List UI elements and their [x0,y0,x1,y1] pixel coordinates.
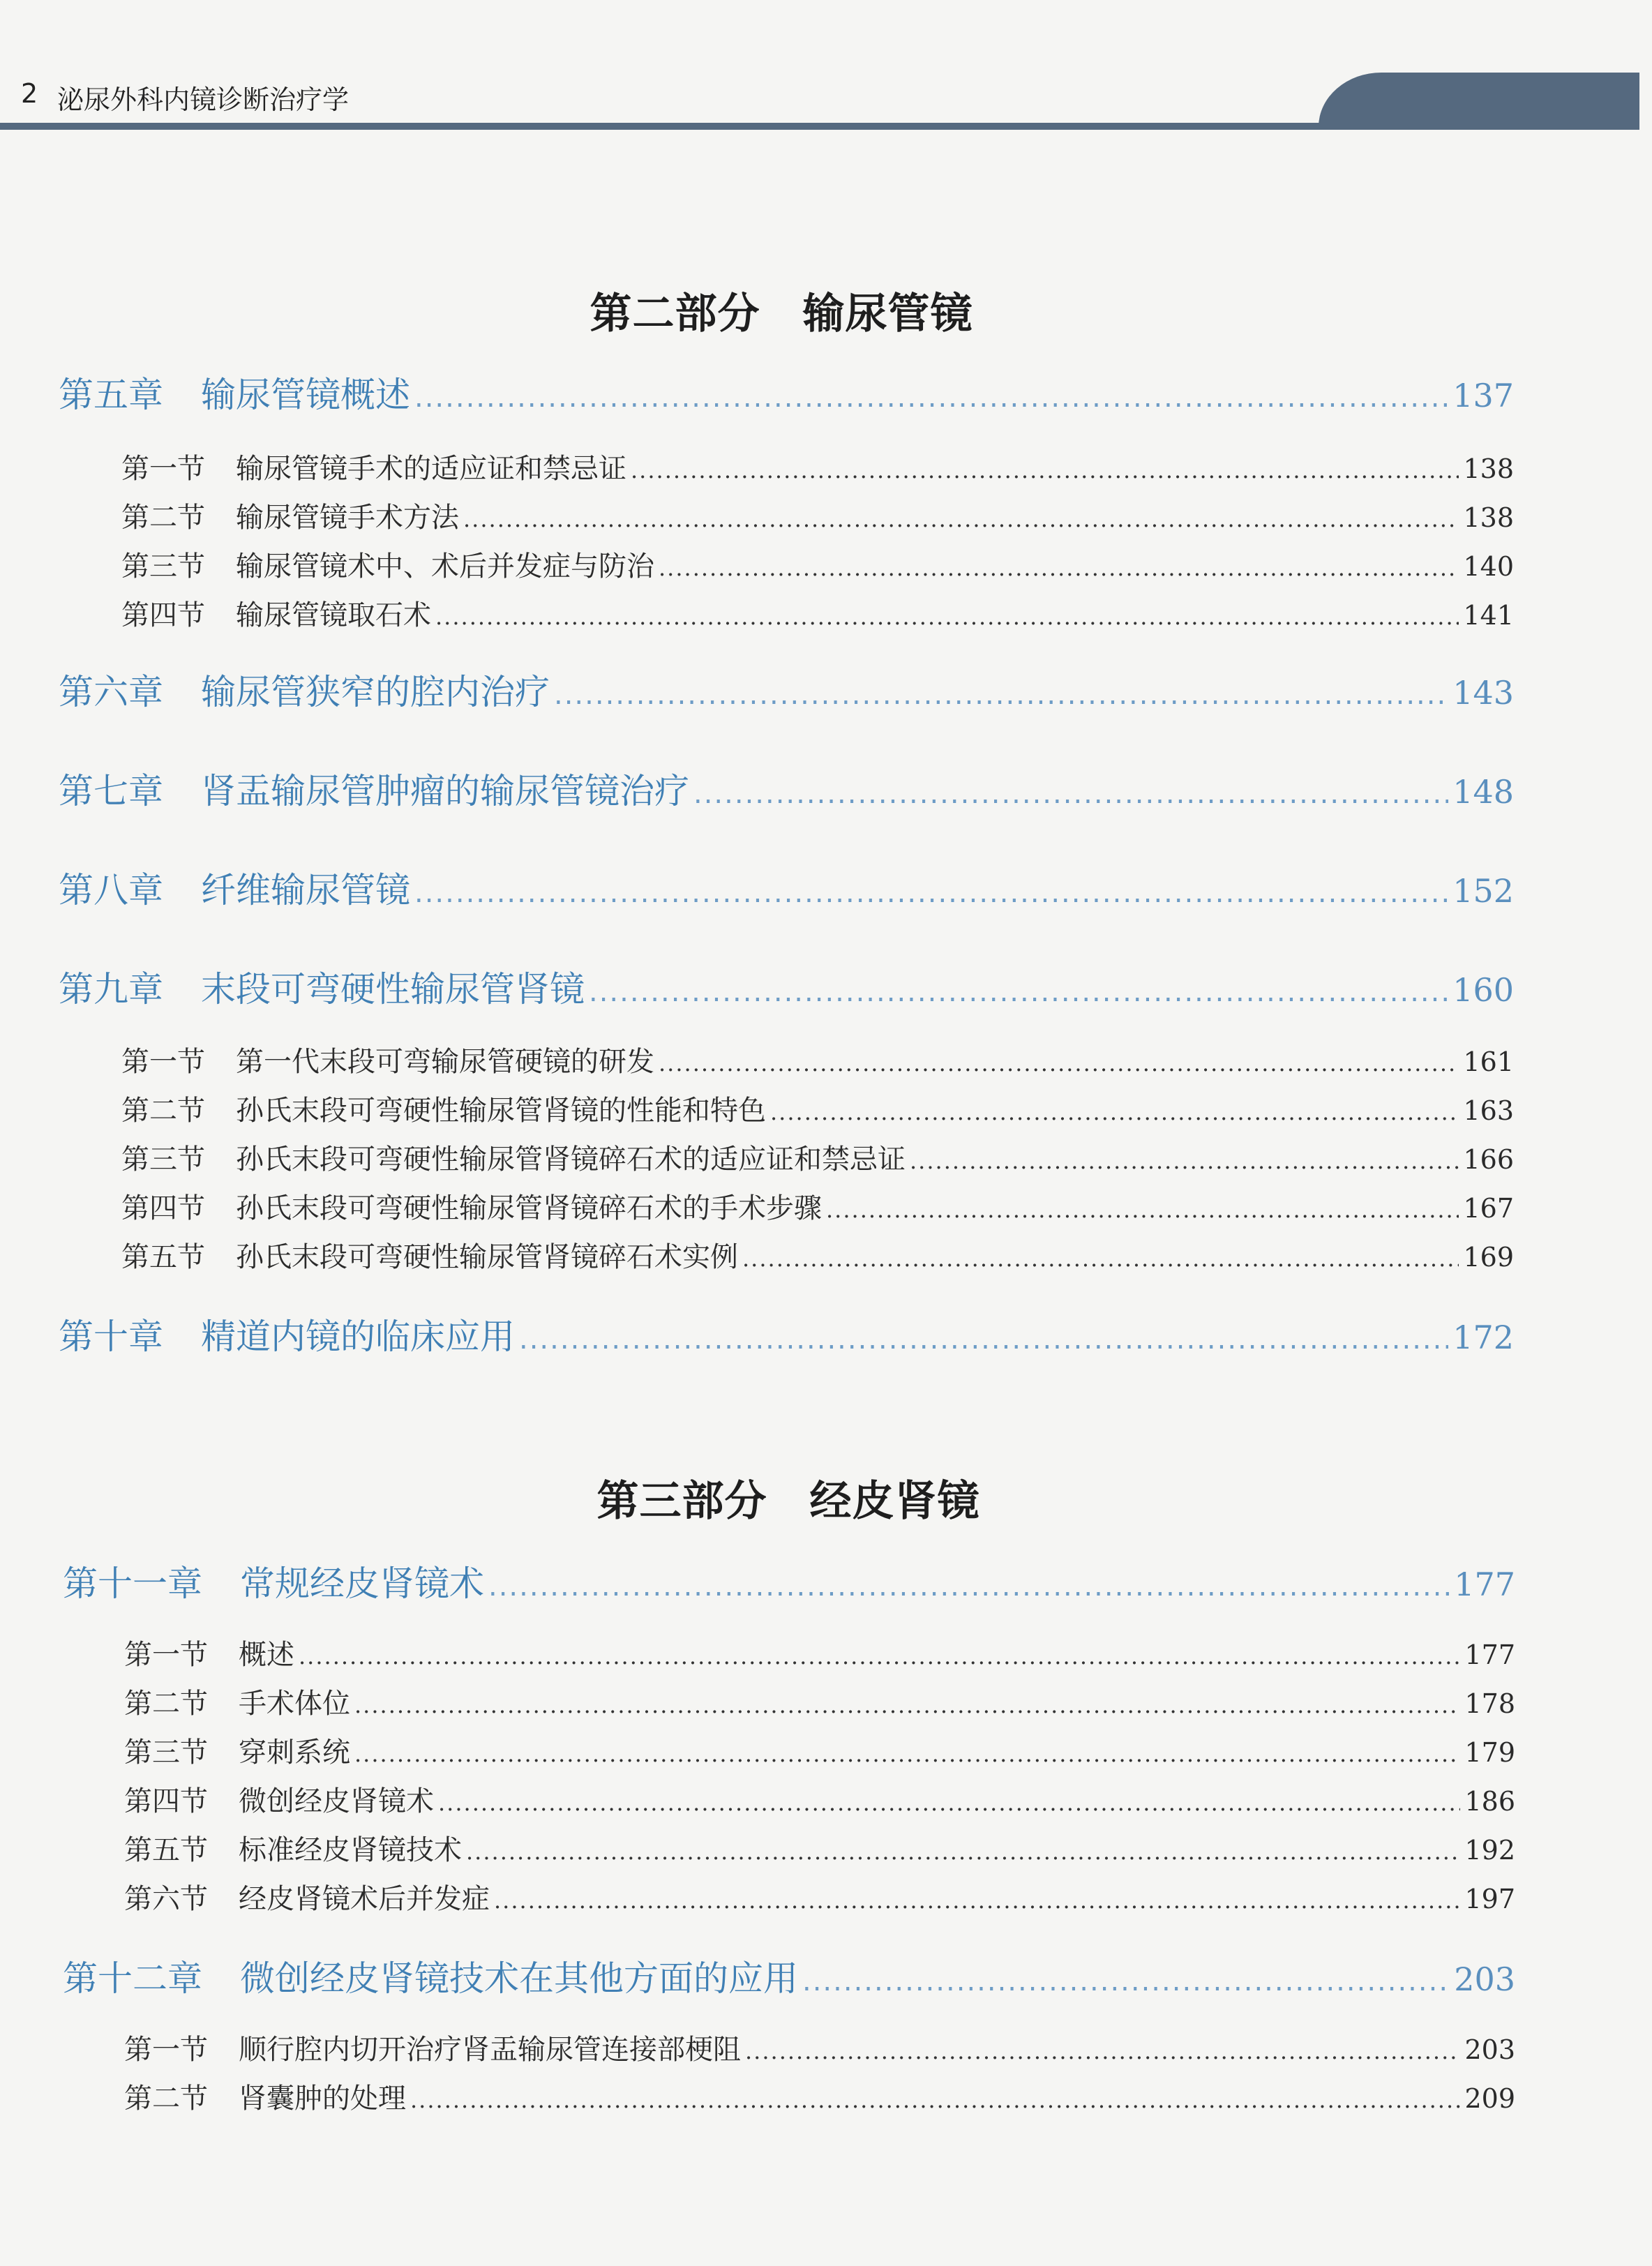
section-title: 穿刺系统 [239,1736,350,1769]
toc-chapter[interactable] [59,1309,1514,1359]
chapter-page: 177 [1454,1566,1515,1603]
section-number: 第二节 [124,2083,208,2115]
section-page: 197 [1464,1884,1515,1914]
page-number: 2 [21,78,38,109]
toc-section[interactable] [124,1633,1515,1672]
chapter-page: 143 [1452,674,1514,712]
dot-leader [414,382,1448,414]
chapter-number: 第五章 [59,375,163,415]
dot-leader [589,976,1448,1008]
toc-section[interactable] [121,1040,1514,1079]
dot-leader [659,1050,1459,1076]
chapter-title: 微创经皮肾镜技术在其他方面的应用 [240,1958,798,1999]
chapter-number: 第六章 [59,672,163,712]
section-title: 输尿管镜取石术 [236,599,431,631]
section-number: 第二节 [121,502,205,534]
section-number: 第三节 [121,1143,205,1176]
toc-chapter[interactable] [59,367,1514,417]
toc-section[interactable] [124,1779,1515,1819]
chapter-number: 第十章 [59,1316,163,1357]
toc-section[interactable] [121,447,1514,486]
header-rule [0,123,1639,130]
header-decorative-tab [1319,73,1639,127]
toc-chapter[interactable] [59,664,1514,714]
section-title: 经皮肾镜术后并发症 [239,1883,490,1915]
section-number: 第三节 [121,550,205,583]
section-number: 第二节 [124,1688,208,1720]
chapter-number: 第八章 [59,870,163,910]
chapter-number: 第九章 [59,969,163,1010]
section-number: 第四节 [121,1192,205,1224]
dot-leader [770,1099,1459,1125]
dot-leader [554,679,1448,711]
dot-leader [910,1148,1459,1174]
section-page: 140 [1463,551,1514,582]
section-number: 第二节 [121,1095,205,1127]
section-page: 138 [1463,453,1514,484]
chapter-title: 纤维输尿管镜 [201,870,410,910]
dot-leader [354,1692,1460,1718]
section-page: 192 [1464,1835,1515,1866]
dot-leader [802,1965,1450,1997]
section-page: 179 [1464,1737,1515,1768]
dot-leader [435,603,1459,630]
chapter-page: 137 [1452,377,1514,414]
dot-leader [414,877,1448,909]
chapter-number: 第七章 [59,771,163,811]
toc-chapter[interactable] [59,862,1514,913]
section-number: 第一节 [124,2034,208,2066]
toc-section[interactable] [124,2076,1515,2116]
chapter-page: 152 [1452,872,1514,910]
toc-section[interactable] [124,1828,1515,1868]
dot-leader [693,778,1448,810]
section-number: 第四节 [121,599,205,631]
toc-section[interactable] [121,495,1514,535]
section-title: 顺行腔内切开治疗肾盂输尿管连接部梗阻 [239,2034,741,2066]
section-title: 输尿管镜手术的适应证和禁忌证 [236,453,626,485]
chapter-title: 末段可弯硬性输尿管肾镜 [201,969,585,1010]
toc-section[interactable] [121,593,1514,633]
section-title: 标准经皮肾镜技术 [239,1834,462,1866]
section-title: 孙氏末段可弯硬性输尿管肾镜碎石术的手术步骤 [236,1192,822,1224]
dot-leader [631,457,1459,483]
part-title: 第二部分 输尿管镜 [590,290,973,338]
dot-leader [494,1887,1460,1914]
toc-section[interactable] [124,1681,1515,1721]
chapter-page: 148 [1452,773,1514,811]
section-number: 第一节 [121,453,205,485]
section-title: 孙氏末段可弯硬性输尿管肾镜的性能和特色 [236,1095,766,1127]
dot-leader [659,555,1459,581]
dot-leader [742,1245,1459,1272]
section-number: 第六节 [124,1883,208,1915]
section-title: 输尿管镜术中、术后并发症与防治 [236,550,654,583]
chapter-title: 输尿管狭窄的腔内治疗 [201,672,550,712]
section-page: 163 [1463,1095,1514,1126]
toc-section[interactable] [121,1137,1514,1177]
section-title: 微创经皮肾镜术 [239,1785,434,1817]
toc-chapter[interactable] [59,961,1514,1012]
section-page: 169 [1463,1242,1514,1273]
toc-section[interactable] [121,544,1514,584]
section-number: 第四节 [124,1785,208,1817]
section-number: 第五节 [124,1834,208,1866]
section-page: 177 [1464,1640,1515,1670]
section-page: 209 [1464,2083,1515,2114]
section-number: 第一节 [121,1046,205,1078]
dot-leader [519,1323,1448,1356]
running-header [0,0,1652,140]
section-number: 第一节 [124,1639,208,1671]
toc-section[interactable] [121,1235,1514,1275]
section-title: 肾囊肿的处理 [239,2083,406,2115]
chapter-title: 精道内镜的临床应用 [201,1316,515,1357]
section-page: 161 [1463,1046,1514,1077]
dot-leader [466,1838,1460,1865]
section-page: 178 [1464,1688,1515,1719]
section-title: 手术体位 [239,1688,350,1720]
section-title: 输尿管镜手术方法 [236,502,459,534]
section-title: 第一代末段可弯输尿管硬镜的研发 [236,1046,654,1078]
chapter-number: 第十二章 [63,1958,202,1999]
chapter-page: 160 [1452,971,1514,1009]
toc-section[interactable] [124,1877,1515,1916]
dot-leader [488,1570,1450,1603]
toc-section[interactable] [124,1730,1515,1770]
dot-leader [354,1741,1460,1767]
chapter-title: 常规经皮肾镜术 [240,1563,484,1604]
dot-leader [438,1789,1460,1816]
section-page: 166 [1463,1144,1514,1175]
chapter-title: 输尿管镜概述 [201,375,410,415]
chapter-title: 肾盂输尿管肿瘤的输尿管镜治疗 [201,771,689,811]
dot-leader [299,1643,1460,1670]
dot-leader [410,2087,1460,2113]
toc-section[interactable] [121,1186,1514,1226]
section-page: 167 [1463,1193,1514,1224]
toc-section[interactable] [124,2027,1515,2067]
book-title: 泌尿外科内镜诊断治疗学 [57,84,350,115]
chapter-page: 172 [1452,1319,1514,1356]
section-title: 孙氏末段可弯硬性输尿管肾镜碎石术实例 [236,1241,738,1273]
section-page: 141 [1463,600,1514,631]
section-page: 186 [1464,1786,1515,1817]
dot-leader [826,1196,1459,1223]
section-number: 第五节 [121,1241,205,1273]
section-title: 孙氏末段可弯硬性输尿管肾镜碎石术的适应证和禁忌证 [236,1143,906,1176]
section-page: 138 [1463,502,1514,533]
part-title: 第三部分 经皮肾镜 [596,1477,980,1526]
chapter-page: 203 [1454,1960,1515,1998]
section-title: 概述 [239,1639,294,1671]
toc-chapter[interactable] [63,1556,1515,1606]
section-number: 第三节 [124,1736,208,1769]
toc-section[interactable] [121,1088,1514,1128]
toc-chapter[interactable] [63,1951,1515,2001]
toc-chapter[interactable] [59,763,1514,813]
chapter-number: 第十一章 [63,1563,202,1604]
section-page: 203 [1464,2034,1515,2065]
dot-leader [463,506,1459,532]
dot-leader [745,2038,1460,2064]
